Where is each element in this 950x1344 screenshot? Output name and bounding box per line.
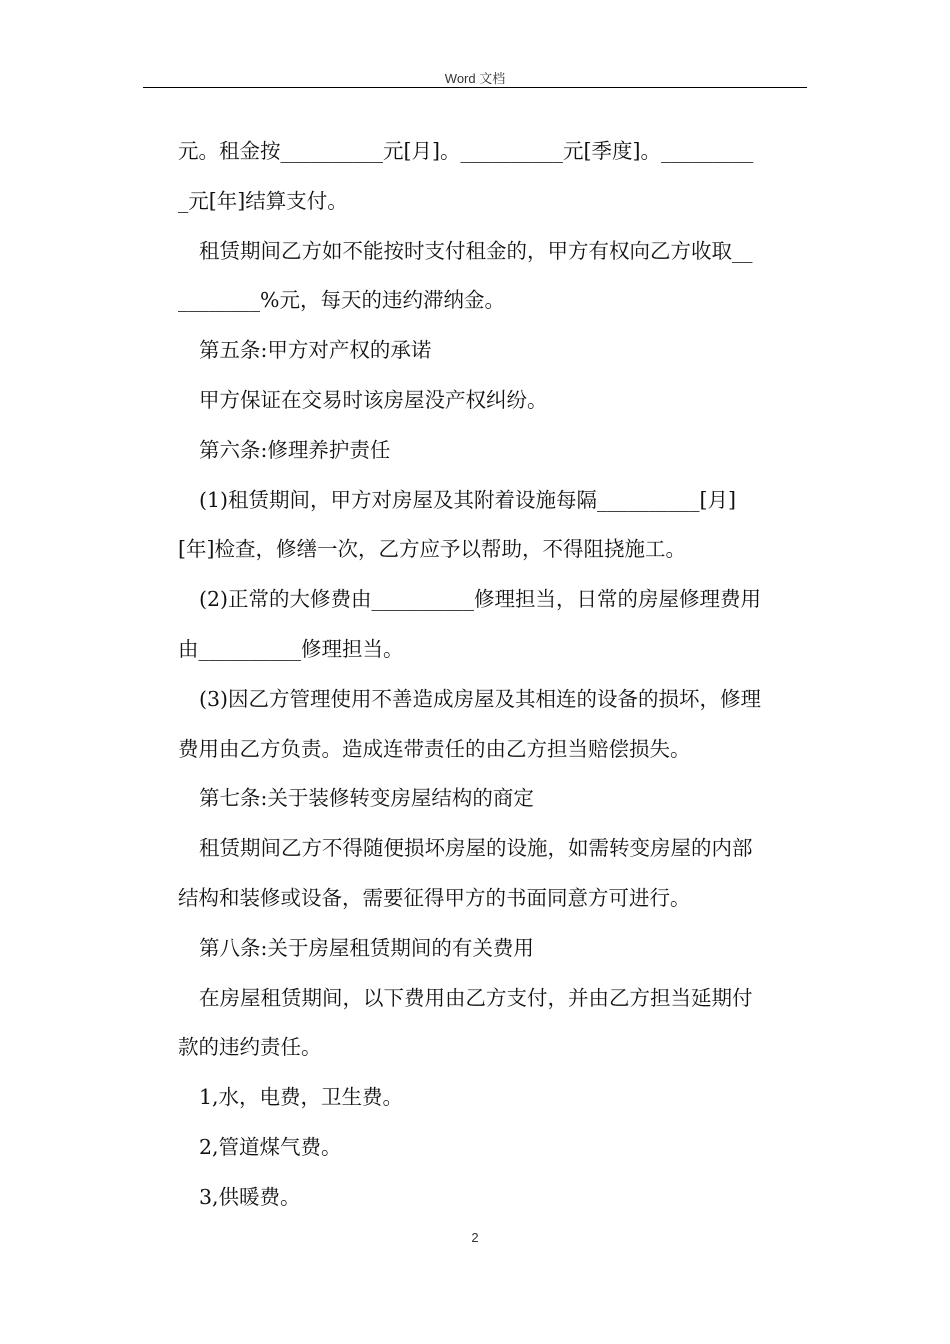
text-line: [年]检查，修缮一次，乙方应予以帮助，不得阻挠施工。 (178, 537, 686, 562)
text-line: 结构和装修或设备，需要征得甲方的书面同意方可进行。 (178, 885, 691, 910)
section-heading: 第六条:修理养护责任 (199, 437, 391, 462)
list-item: 2,管道煤气费。 (199, 1134, 342, 1159)
text-line: 由__________修理担当。 (178, 636, 404, 661)
text-line: 元。租金按__________元[月]。__________元[季度]。_________ (178, 139, 754, 163)
text-line: 租赁期间乙方不得随便损坏房屋的设施，如需转变房屋的内部 (199, 836, 753, 861)
text-line: (2)正常的大修费由__________修理担当，日常的房屋修理费用 (199, 587, 762, 612)
text-line: ________%元，每天的违约滞纳金。 (178, 288, 505, 313)
section-heading: 第八条:关于房屋租赁期间的有关费用 (199, 935, 534, 960)
header-divider (143, 87, 807, 88)
text-line: (3)因乙方管理使用不善造成房屋及其相连的设备的损坏，修理 (199, 686, 762, 711)
text-line: 款的违约责任。 (178, 1035, 322, 1060)
text-line: _元[年]结算支付。 (178, 188, 348, 213)
text-line: 在房屋租赁期间，以下费用由乙方支付，并由乙方担当延期付 (199, 985, 753, 1010)
section-heading: 第五条:甲方对产权的承诺 (199, 338, 432, 363)
document-body (178, 127, 804, 1223)
text-line: 租赁期间乙方如不能按时支付租金的，甲方有权向乙方收取__ (199, 238, 753, 263)
list-item: 1,水，电费，卫生费。 (199, 1085, 404, 1110)
document-header-title: Word 文档 (444, 71, 506, 86)
text-line: 甲方保证在交易时该房屋没产权纠纷。 (199, 387, 548, 412)
list-item: 3,供暖费。 (199, 1184, 301, 1209)
text-line: 费用由乙方负责。造成连带责任的由乙方担当赔偿损失。 (178, 736, 691, 761)
text-line: (1)租赁期间，甲方对房屋及其附着设施每隔__________[月] (199, 487, 737, 512)
section-heading: 第七条:关于装修转变房屋结构的商定 (199, 786, 534, 811)
page-number: 2 (471, 1230, 479, 1245)
